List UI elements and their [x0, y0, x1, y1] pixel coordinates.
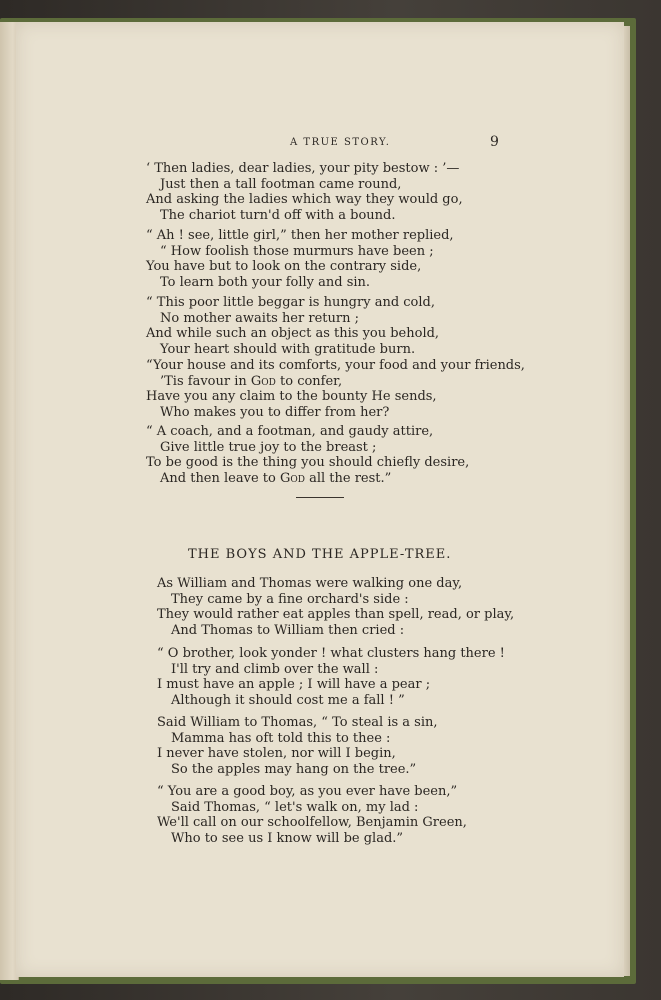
verse-line: And Thomas to William then cried :: [171, 622, 405, 638]
page-block-edge: [624, 26, 630, 976]
verse-line: Give little true joy to the breast ;: [160, 439, 377, 455]
poem1-stanza-2: [146, 228, 454, 290]
verse-line: So the apples may hang on the tree.”: [171, 761, 417, 777]
verse-line: Who makes you to differ from her?: [160, 404, 390, 420]
verse-line: They would rather eat apples than spell, read, or play,: [157, 607, 515, 622]
verse-line: You have but to look on the contrary side,: [146, 259, 422, 274]
verse-line: ‘ Then ladies, dear ladies, your pity bestow : ’—: [146, 161, 460, 176]
poem-title: THE BOYS AND THE APPLE-TREE.: [188, 547, 452, 562]
poem2-stanza-2: [157, 646, 505, 708]
section-divider-rule: [296, 497, 344, 498]
verse-line: “ A coach, and a footman, and gaudy attire,: [146, 424, 434, 439]
poem2-stanza-3: [157, 715, 438, 777]
poem2-stanza-1: [157, 576, 514, 638]
verse-line: The chariot turn'd off with a bound.: [160, 207, 396, 223]
verse-line: No mother awaits her return ;: [160, 310, 359, 326]
verse-line: Have you any claim to the bounty He sends,: [146, 389, 437, 404]
verse-line: As William and Thomas were walking one day,: [157, 576, 463, 591]
verse-line: “ O brother, look yonder ! what clusters hang there !: [157, 646, 505, 661]
verse-line: And while such an object as this you behold,: [146, 326, 440, 341]
page-number: 9: [490, 134, 499, 150]
verse-line: Who to see us I know will be glad.”: [171, 830, 404, 846]
verse-line: “ Ah ! see, little girl,” then her mother replied,: [146, 228, 454, 243]
verse-line: To be good is the thing you should chiefly desire,: [146, 455, 470, 470]
running-head-title: A TRUE STORY.: [290, 137, 391, 148]
verse-line: We'll call on our schoolfellow, Benjamin Green,: [157, 815, 467, 830]
verse-line: “ This poor little beggar is hungry and cold,: [146, 295, 435, 310]
verse-line: Mamma has oft told this to thee :: [171, 730, 391, 746]
poem1-stanza-1: [146, 161, 463, 223]
verse-line: I must have an apple ; I will have a pear ;: [157, 677, 431, 692]
verse-line: To learn both your folly and sin.: [160, 274, 371, 290]
verse-line: “ How foolish those murmurs have been ;: [160, 243, 434, 259]
verse-line: “ You are a good boy, as you ever have been,”: [157, 784, 458, 799]
verse-line: Said William to Thomas, “ To steal is a sin,: [157, 715, 438, 730]
poem1-stanza-4: [146, 358, 525, 420]
verse-line: I'll try and climb over the wall :: [171, 661, 379, 677]
verse-line: Although it should cost me a fall ! ”: [171, 692, 405, 708]
verse-line: “Your house and its comforts, your food and your friends,: [146, 358, 525, 373]
verse-line: ’Tis favour in God to confer,: [160, 373, 343, 389]
verse-line: Said Thomas, “ let's walk on, my lad :: [171, 799, 419, 815]
verse-line: And asking the ladies which way they would go,: [146, 192, 463, 207]
verse-line: Your heart should with gratitude burn.: [160, 341, 416, 357]
verse-line: They came by a fine orchard's side :: [171, 591, 409, 607]
poem1-stanza-5: [146, 424, 469, 486]
verse-line: Just then a tall footman came round,: [160, 176, 402, 192]
verse-line: And then leave to God all the rest.”: [160, 470, 392, 486]
poem1-stanza-3: [146, 295, 439, 357]
poem2-stanza-4: [157, 784, 467, 846]
verse-line: I never have stolen, nor will I begin,: [157, 746, 396, 761]
